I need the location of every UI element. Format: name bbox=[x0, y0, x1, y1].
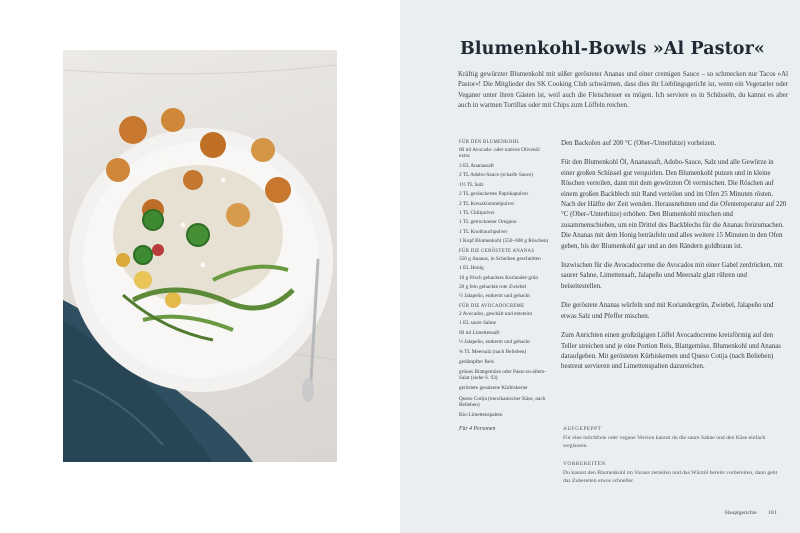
ingredient-item: Queso Cotija (mexikanischer Käse, nach Belieben) bbox=[459, 395, 546, 408]
tip-heading: AUFGEPEPPT bbox=[563, 426, 602, 432]
ingredient-item: 3 EL Ananassaft bbox=[459, 162, 494, 169]
ingredient-group-avocado bbox=[459, 304, 551, 355]
page-footer bbox=[725, 510, 786, 516]
ingredient-item: 2 Avocados, geschält und entsteint bbox=[459, 310, 533, 317]
tip-text: Du kannst den Blumenkohl im Voraus zerteilen und das Würzöl bereits vorbereiten, dann geht das Zubereiten etwas schneller. bbox=[563, 470, 778, 485]
ingredient-group-cauliflower bbox=[459, 140, 551, 245]
right-page bbox=[400, 0, 800, 533]
ingredient-item: gedämpfter Reis bbox=[459, 358, 494, 365]
ingredient-group-extras bbox=[459, 359, 551, 418]
ingredient-item: grünes Blattgemüse oder Passt-zu-allem-Salat (siehe S. 93) bbox=[459, 368, 546, 381]
ingredient-item: 1 Kopf Blumenkohl (550–600 g Röschen) bbox=[459, 238, 549, 245]
bowl-illustration bbox=[63, 50, 337, 462]
ingredient-item: 2 TL Kreuzkümmelpulver bbox=[459, 200, 515, 207]
ingredient-group-heading: FÜR DEN BLUMENKOHL bbox=[459, 140, 520, 145]
method-step: Zum Anrichten einen großzügigen Löffel Avocadocreme kreisförmig auf den Teller streichen und je eine Portion Reis, Blattgemüse, Blumenkohl und Ananas daraufgeben. Mit gerösteten Kürbiskernen und Queso Cotija (nach Belieben) bestreut servieren und Limettenspalten dazureichen. bbox=[561, 332, 781, 371]
ingredient-group-pineapple bbox=[459, 249, 551, 300]
ingredient-item: 2 TL geräuchertes Paprikapulver bbox=[459, 191, 529, 198]
ingredient-item: 1 EL Honig bbox=[459, 265, 484, 272]
ingredient-item: 2 TL Adobo-Sauce (scharfe Sauce) bbox=[459, 172, 534, 179]
method-step: Inzwischen für die Avocadocreme die Avocados mit einer Gabel zerdrücken, mit saurer Sahne, Limettensaft, Jalapeño und Meersalz glatt rühren und beiseitestellen. bbox=[561, 262, 783, 290]
recipe-title: Blumenkohl-Bowls »Al Pastor« bbox=[460, 39, 765, 59]
ingredient-item: 1 TL getrockneter Oregano bbox=[459, 219, 517, 226]
ingredient-item: 350 g Ananas, in Scheiben geschnitten bbox=[459, 255, 541, 262]
ingredient-item: geröstete gesalzene Kürbiskerne bbox=[459, 385, 528, 392]
ingredient-item: 60 ml Avocado- oder natives Olivenöl extra bbox=[459, 147, 540, 160]
page-number: 181 bbox=[768, 510, 777, 516]
ingredient-item: ¾ TL Meersalz (nach Belieben) bbox=[459, 348, 527, 355]
ingredient-list bbox=[459, 140, 551, 432]
ingredient-item: 20 g fein gehackte rote Zwiebel bbox=[459, 284, 527, 290]
ingredient-item: Bio-Limettenspalten bbox=[459, 411, 503, 418]
ingredient-item: 60 ml Limettensaft bbox=[459, 329, 500, 336]
ingredient-item: ½ Jalapeño, entkernt und gehackt bbox=[459, 293, 530, 300]
ingredient-item: 1 TL Knoblauchpulver bbox=[459, 228, 508, 235]
method-steps bbox=[561, 139, 787, 382]
food-photo bbox=[63, 50, 337, 462]
ingredient-group-heading: FÜR DIE GERÖSTETE ANANAS bbox=[459, 248, 535, 254]
tip-aufgepeppt bbox=[563, 426, 785, 451]
ingredient-group-heading: FÜR DIE AVOCADOCREME bbox=[459, 303, 525, 309]
tip-vorbereiten bbox=[563, 461, 785, 486]
tip-text: Für eine milchfreie oder vegane Version kannst du die saure Sahne und den Käse einfach weglassen. bbox=[563, 435, 766, 450]
tip-heading: VORBEREITEN bbox=[563, 461, 606, 467]
servings: Für 4 Personen bbox=[459, 426, 496, 433]
ingredient-item: 1 EL saure Sahne bbox=[459, 320, 497, 327]
ingredient-item: 1½ TL Salz bbox=[459, 181, 484, 188]
method-step: Den Backofen auf 200 °C (Ober-/Unterhitze) vorheizen. bbox=[561, 140, 717, 147]
section-name: Hauptgerichte bbox=[725, 510, 757, 516]
ingredient-item: 10 g frisch gehacktes Koriander-grün bbox=[459, 274, 539, 281]
method-step: Für den Blumenkohl Öl, Ananassaft, Adobo-Sauce, Salz und alle Gewürze in einer großen Schüssel gut verquirlen. Den Blumenkohl putzen und in kleine Röschen verteilen, dann mit dem gewürzten Öl vermischen. Die Röschen auf einem großen Backblech mit Rand verteilen und im Ofen 25 Minuten rösten. Nach der Hälfte der Zeit wenden. Herausnehmen und die Ofentemperatur auf 220 °C (Ober-/Unterhitze) erhöhen. Den Blumenkohl mischen und zusammenschieben, um ein Drittel des Backblechs für die Ananas freizumachen. Die Ananas mit dem Honig beträufeln und alles weitere 15 Minuten in den Ofen geben, bis der Blumenkohl gar und an den Rändern goldbraun ist. bbox=[561, 159, 787, 250]
method-step: Die geröstete Ananas würfeln und mit Koriandergrün, Zwiebel, Jalapeño und etwas Salz und Pfeffer mischen. bbox=[561, 302, 774, 320]
ingredient-item: ½ Jalapeño, entkernt und gehackt bbox=[459, 339, 530, 346]
ingredient-item: 1 TL Chilipulver bbox=[459, 210, 495, 216]
recipe-intro: Kräftig gewürzter Blumenkohl mit süßer gerösteter Ananas und einer cremigen Sauce – so schmecken nur Tacos »Al Pastor«! Die Mitglieder des SK Cooking Club schwärmen, dass dies ihr Lieblingsgericht ist, wenn ein Vegetarier oder Veganer unter ihren Gästen ist, weil auch die Fleischesser es mögen. Ich serviere es in Schüsseln, du kannst es aber auch in warmen Tortillas oder mit Chips zum Löffeln reichen. bbox=[458, 71, 788, 110]
